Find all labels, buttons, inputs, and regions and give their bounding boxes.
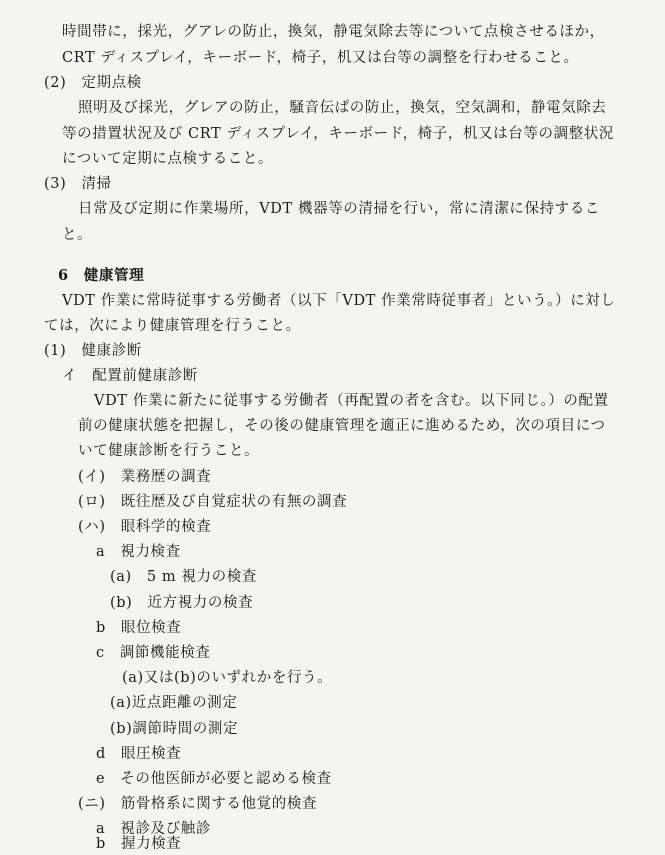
text-line: 照明及び採光，グレアの防止，騒音伝ぱの防止，換気，空気調和，静電気除去 xyxy=(78,100,607,116)
subsection-heading: イ 配置前健康診断 xyxy=(62,368,198,384)
section-heading: (2) 定期点検 xyxy=(44,75,142,91)
list-item: (ニ) 筋骨格系に関する他覚的検査 xyxy=(78,796,318,812)
text-line: について定期に点検すること。 xyxy=(62,151,274,167)
list-item: b 握力検査 xyxy=(96,836,182,852)
list-item: (イ) 業務歴の調査 xyxy=(78,469,212,485)
text-line: と。 xyxy=(62,227,93,243)
section-heading: (1) 健康診断 xyxy=(44,343,142,359)
text-line: 日常及び定期に作業場所，VDT 機器等の清掃を行い，常に清潔に保持するこ xyxy=(78,201,600,217)
text-line: 等の措置状況及び CRT ディスプレイ，キーボード，椅子，机又は台等の調整状況 xyxy=(62,126,614,142)
list-item: c 調節機能検査 xyxy=(96,645,211,661)
text-line: CRT ディスプレイ，キーボード，椅子，机又は台等の調整を行わせること。 xyxy=(62,50,579,66)
list-item: (b)調節時間の測定 xyxy=(110,721,239,737)
list-item: b 眼位検査 xyxy=(96,620,182,636)
list-item: (a) 5 m 視力の検査 xyxy=(110,569,257,585)
chapter-heading: 6 健康管理 xyxy=(58,267,145,284)
list-item: e その他医師が必要と認める検査 xyxy=(96,771,332,787)
list-item: d 眼圧検査 xyxy=(96,746,182,762)
text-line: ては，次により健康管理を行うこと。 xyxy=(44,318,301,334)
text-line: 時間帯に，採光，グアレの防止，換気，静電気除去等について点検させるほか， xyxy=(62,24,605,40)
list-item: (ロ) 既往歴及び自覚症状の有無の調査 xyxy=(78,494,348,510)
list-item: a 視診及び触診 xyxy=(96,821,211,837)
text-line: (a)又は(b)のいずれかを行う。 xyxy=(122,670,333,686)
list-item: (b) 近方視力の検査 xyxy=(110,595,254,611)
text-line: VDT 作業に新たに従事する労働者（再配置の者を含む。以下同じ。）の配置 xyxy=(94,393,609,409)
section-heading: (3) 清掃 xyxy=(44,176,112,192)
text-line: いて健康診断を行うこと。 xyxy=(78,443,260,459)
list-item: (a)近点距離の測定 xyxy=(110,695,238,711)
list-item: a 視力検査 xyxy=(96,544,181,560)
text-line: VDT 作業に常時従事する労働者（以下「VDT 作業常時従事者」という。）に対し xyxy=(62,293,616,309)
text-line: 前の健康状態を把握し，その後の健康管理を適正に進めるため，次の項目につ xyxy=(78,418,606,434)
list-item: (ハ) 眼科学的検査 xyxy=(78,519,212,535)
